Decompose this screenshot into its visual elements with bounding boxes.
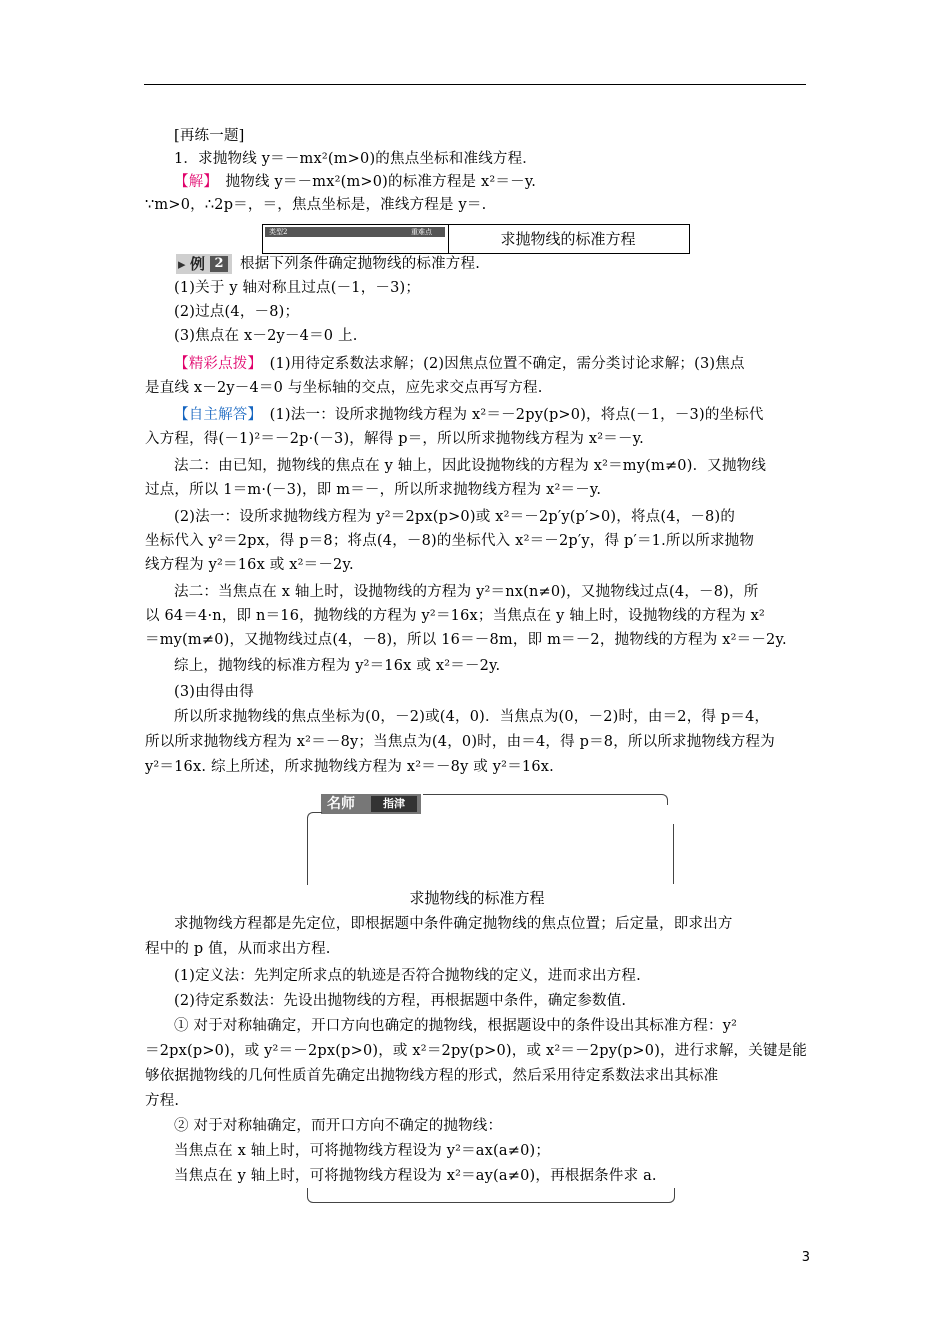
teacher-tips-badge-left: 名师 [327, 796, 355, 812]
teacher-tips-badge [321, 794, 421, 814]
answer-line: 线方程为 y²＝16x 或 x²＝－2y. [145, 557, 354, 573]
hint-tag: 【精彩点拨】 [174, 356, 255, 372]
example-badge [176, 254, 232, 274]
type-banner [262, 224, 690, 254]
teacher-tips-frame [307, 794, 675, 884]
example-prompt: 根据下列条件确定抛物线的标准方程. [240, 256, 481, 272]
teacher-tips-bottom-border [307, 1188, 675, 1203]
type-banner-divider [448, 225, 449, 253]
example-badge-number: 2 [210, 256, 228, 272]
tips-line: 求抛物线方程都是先定位，即根据题中条件确定抛物线的焦点位置；后定量，即求出方 [174, 916, 733, 932]
answer-line: ＝my(m≠0)，又抛物线过点(4，－8)，所以 16＝－8m，即 m＝－2，抛物线的方程为 x²＝－2y. [145, 632, 787, 648]
tips-line: 当焦点在 y 轴上时，可将抛物线方程设为 x²＝ay(a≠0)，再根据条件求 a. [174, 1168, 657, 1184]
example-badge-text: 例 [190, 255, 206, 273]
practice-solution-line-2: ∵m>0，∴2p＝，＝，焦点坐标是，准线方程是 y＝. [145, 197, 487, 213]
answer-line: 法二：当焦点在 x 轴上时，设抛物线的方程为 y²＝nx(n≠0)，又抛物线过点(4，－8)，所 [174, 584, 759, 600]
page-number: 3 [801, 1250, 810, 1265]
answer-line: 坐标代入 y²＝2px，得 p＝8；将点(4，－8)的坐标代入 x²＝－2p′y，得 p′＝1.所以所求抛物 [145, 533, 755, 549]
tips-line: 够依据抛物线的几何性质首先确定出抛物线方程的形式，然后采用待定系数法求出其标准 [145, 1068, 719, 1084]
answer-line: 所以所求抛物线方程为 x²＝－8y；当焦点为(4，0)时，由＝4，得 p＝8，所以所求抛物线方程为 [145, 734, 775, 750]
tips-line: (1)定义法：先判定所求点的轨迹是否符合抛物线的定义，进而求出方程. [174, 968, 641, 984]
example-item: (1)关于 y 轴对称且过点(－1，－3)； [174, 280, 421, 296]
tips-line: 程中的 p 值，从而求出方程. [145, 941, 331, 957]
teacher-tips-right-border [673, 824, 674, 884]
tips-line: ① 对于对称轴确定，开口方向也确定的抛物线，根据题设中的条件设出其标准方程：y² [174, 1018, 738, 1034]
answer-text: (1)法一：设所求抛物线方程为 x²＝－2py(p>0)，将点(－1，－3)的坐标代 [254, 407, 764, 423]
section-label: [再练一题] [174, 128, 245, 144]
teacher-tips-badge-right: 指津 [371, 796, 417, 812]
example-item: (2)过点(4，－8)； [174, 304, 300, 320]
hint-line [174, 354, 808, 374]
tips-line: ② 对于对称轴确定，而开口方向不确定的抛物线： [174, 1118, 503, 1134]
example-item: (3)焦点在 x－2y－4＝0 上. [174, 328, 358, 344]
teacher-tips-left-border [307, 812, 322, 885]
practice-question: 1．求抛物线 y＝－mx²(m>0)的焦点坐标和准线方程． [174, 151, 538, 167]
answer-line: 以 64＝4·n，即 n＝16，抛物线的方程为 y²＝16x；当焦点在 y 轴上时，设抛物线的方程为 x² [145, 608, 765, 624]
solution-text: 抛物线 y＝－mx²(m>0)的标准方程是 x²＝－y. [210, 174, 537, 190]
answer-line [174, 405, 808, 425]
tips-line: (2)待定系数法：先设出抛物线的方程，再根据题中条件，确定参数值. [174, 993, 627, 1009]
header-rule [144, 84, 806, 85]
type-banner-right-label: 重难点 [411, 228, 432, 236]
tips-line: 方程. [145, 1093, 180, 1109]
answer-line: 法二：由已知，抛物线的焦点在 y 轴上，因此设抛物线的方程为 x²＝my(m≠0)．又抛物线 [174, 458, 767, 474]
type-banner-dark-strip [265, 227, 445, 237]
tips-line: 当焦点在 x 轴上时，可将抛物线方程设为 y²＝ax(a≠0)； [174, 1143, 551, 1159]
answer-tag: 【自主解答】 [174, 407, 255, 423]
tips-line: ＝2px(p>0)，或 y²＝－2px(p>0)，或 x²＝2py(p>0)，或 x²＝－2py(p>0)，进行求解，关键是能 [145, 1043, 808, 1059]
answer-line: 所以所求抛物线的焦点坐标为(0，－2)或(4，0)．当焦点为(0，－2)时，由＝2，得 p＝4， [174, 709, 770, 725]
answer-line: y²＝16x. 综上所述，所求抛物线方程为 x²＝－8y 或 y²＝16x. [145, 759, 554, 775]
answer-line: 综上，抛物线的标准方程为 y²＝16x 或 x²＝－2y. [174, 658, 501, 674]
answer-line: (3)由得由得 [174, 684, 254, 700]
answer-line: 入方程，得(－1)²＝－2p·(－3)，解得 p＝，所以所求抛物线方程为 x²＝－y. [145, 431, 644, 447]
chevron-right-icon: ▸ [178, 255, 186, 273]
solution-tag: 【解】 [174, 174, 211, 190]
hint-text: (1)用待定系数法求解；(2)因焦点位置不确定，需分类讨论求解；(3)焦点 [254, 356, 745, 372]
type-banner-title: 求抛物线的标准方程 [500, 230, 636, 248]
practice-solution-line [174, 172, 808, 192]
teacher-tips-top-border [423, 794, 668, 805]
answer-line: (2)法一：设所求抛物线方程为 y²＝2px(p>0)或 x²＝－2p′y(p′>0)，将点(4，－8)的 [174, 509, 736, 525]
hint-line-2: 是直线 x－2y－4＝0 与坐标轴的交点，应先求交点再写方程. [145, 380, 543, 396]
answer-line: 过点，所以 1＝m·(－3)，即 m＝－，所以所求抛物线方程为 x²＝－y. [145, 482, 602, 498]
teacher-tips-title: 求抛物线的标准方程 [409, 889, 545, 907]
type-banner-left-label: 类型2 [269, 228, 288, 236]
